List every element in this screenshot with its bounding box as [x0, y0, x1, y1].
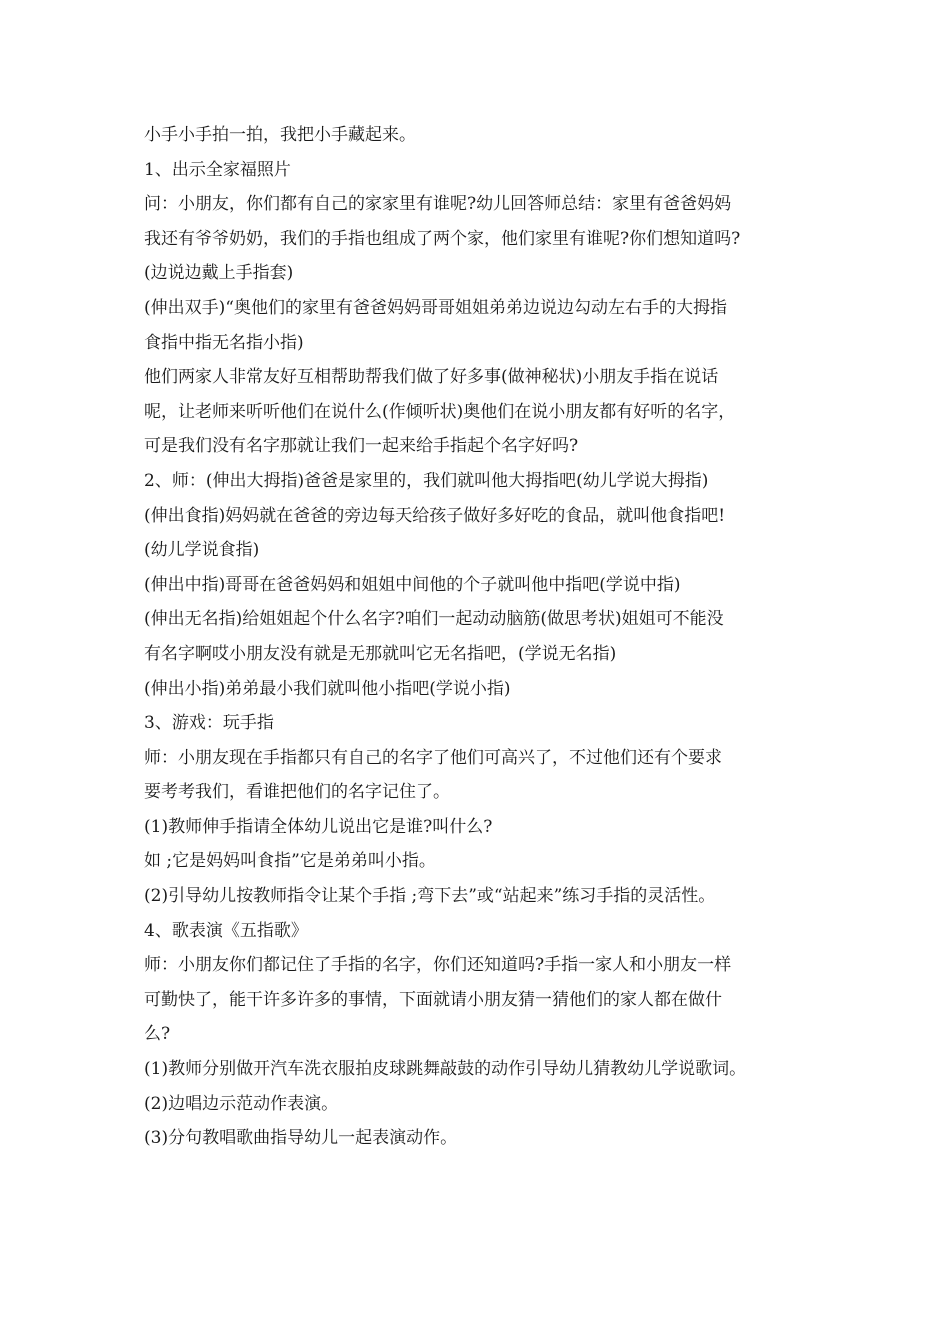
text-line: 我还有爷爷奶奶，我们的手指也组成了两个家，他们家里有谁呢?你们想知道吗?	[144, 228, 741, 249]
text-line: (伸出小指)弟弟最小我们就叫他小指吧(学说小指)	[144, 678, 511, 699]
text-line: 小手小手拍一拍，我把小手藏起来。	[144, 125, 416, 145]
text-line: (伸出无名指)给姐姐起个什么名字?咱们一起动动脑筋(做思考状)姐姐可不能没	[144, 609, 724, 630]
document-body	[144, 118, 816, 1156]
text-line: 师：小朋友你们都记住了手指的名字，你们还知道吗?手指一家人和小朋友一样	[144, 955, 732, 976]
text-line: 他们两家人非常友好互相帮助帮我们做了好多事(做神秘状)小朋友手指在说话	[144, 367, 719, 388]
text-line: 师：小朋友现在手指都只有自己的名字了他们可高兴了，不过他们还有个要求	[144, 747, 722, 768]
text-line: (3)分句教唱歌曲指导幼儿一起表演动作。	[144, 1128, 458, 1149]
text-line: 呢，让老师来听听他们在说什么(作倾听状)奥他们在说小朋友都有好听的名字，	[144, 401, 736, 422]
text-line: (伸出中指)哥哥在爸爸妈妈和姐姐中间他的个子就叫他中指吧(学说中指)	[144, 574, 681, 595]
text-line: (2)边唱边示范动作表演。	[144, 1093, 339, 1114]
text-line: (2)引导幼儿按教师指令让某个手指 ;弯下去”或“站起来”练习手指的灵活性。	[144, 886, 716, 907]
text-line: 可是我们没有名字那就让我们一起来给手指起个名字好吗?	[144, 436, 579, 457]
text-line: 食指中指无名指小指)	[144, 332, 304, 353]
text-line: 有名字啊哎小朋友没有就是无那就叫它无名指吧，(学说无名指)	[144, 643, 617, 664]
text-line: (伸出双手)“奥他们的家里有爸爸妈妈哥哥姐姐弟弟边说边勾动左右手的大拇指	[144, 297, 727, 318]
text-line: (伸出食指)妈妈就在爸爸的旁边每天给孩子做好多好吃的食品，就叫他食指吧!	[144, 505, 726, 526]
text-line: (幼儿学说食指)	[144, 540, 260, 561]
text-line: 么?	[144, 1024, 171, 1045]
text-line: 要考考我们，看谁把他们的名字记住了。	[144, 782, 450, 803]
section-heading: 4、歌表演《五指歌》	[144, 920, 308, 941]
text-line: 问：小朋友，你们都有自己的家家里有谁呢?幼儿回答师总结：家里有爸爸妈妈	[144, 194, 732, 215]
text-line: 如 ;它是妈妈叫食指”它是弟弟叫小指。	[144, 851, 436, 872]
section-heading: 2、师：(伸出大拇指)爸爸是家里的，我们就叫他大拇指吧(幼儿学说大拇指)	[144, 470, 709, 491]
text-line: 可勤快了，能干许多许多的事情，下面就请小朋友猜一猜他们的家人都在做什	[144, 989, 722, 1010]
section-heading: 1、出示全家福照片	[144, 159, 291, 180]
section-heading: 3、游戏：玩手指	[144, 713, 274, 734]
text-line: (1)教师伸手指请全体幼儿说出它是谁?叫什么?	[144, 816, 493, 837]
text-line: (边说边戴上手指套)	[144, 263, 294, 284]
text-line: (1)教师分别做开汽车洗衣服拍皮球跳舞敲鼓的动作引导幼儿猜教幼儿学说歌词。	[144, 1059, 747, 1080]
